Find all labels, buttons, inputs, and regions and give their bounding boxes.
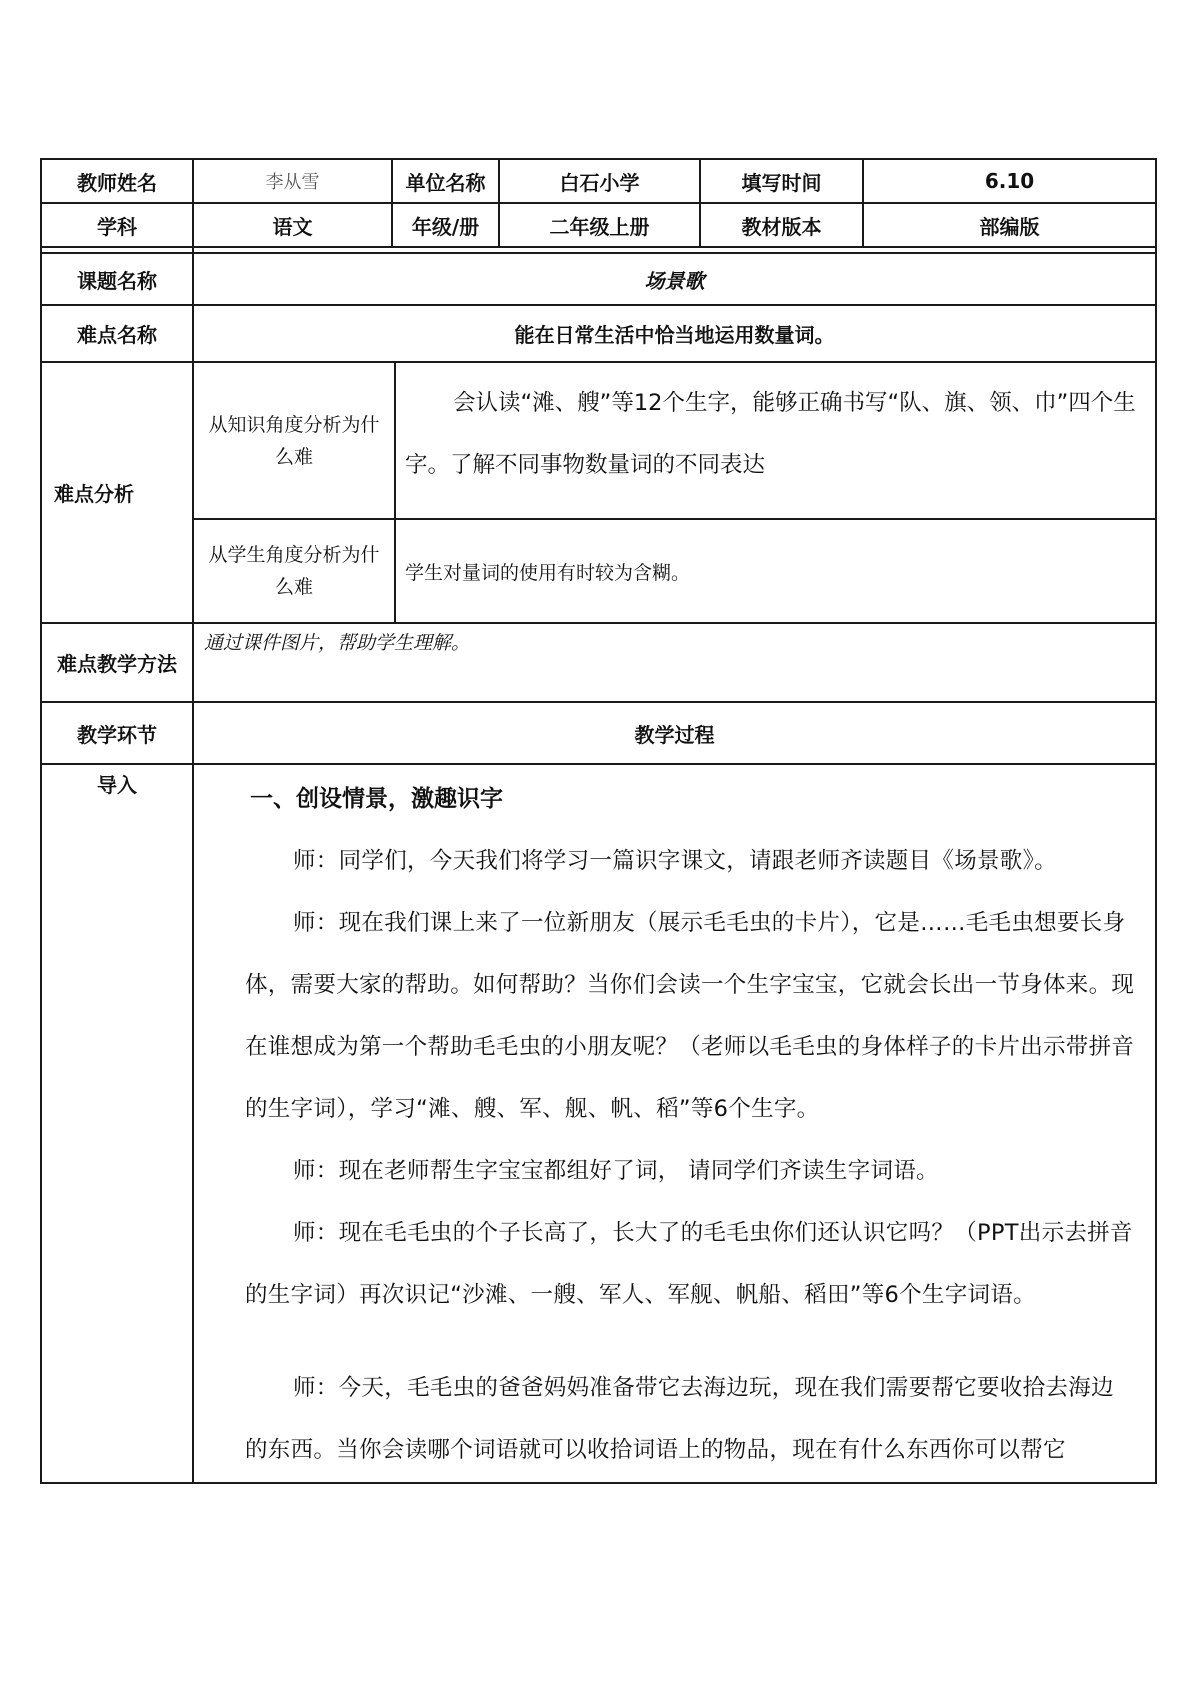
intro-paragraph: 师：同学们，今天我们将学习一篇识字课文，请跟老师齐读题目《场景歌》。 (293, 848, 1057, 874)
fill-date-label: 填写时间 (741, 170, 822, 195)
rule (40, 1482, 1157, 1484)
method-value: 通过课件图片，帮助学生理解。 (204, 632, 471, 654)
grade-value: 二年级上册 (549, 214, 650, 239)
intro-stage-label: 导入 (97, 772, 137, 797)
rule (40, 763, 1157, 765)
difficulty-label: 难点名称 (77, 323, 157, 347)
intro-paragraph: 师：现在毛毛虫的个子长高了，长大了的毛毛虫你们还认识它吗？（PPT出示去拼音的生字词）再次识记“沙滩、一艘、军人、军舰、帆船、稻田”等6个生字词语。 (245, 1220, 1133, 1308)
topic-label: 课题名称 (77, 268, 157, 293)
knowledge-analysis-label: 从知识角度分析为什么难 (208, 413, 380, 468)
stage-header: 教学环节 (77, 722, 157, 747)
subject-label: 学科 (97, 214, 137, 239)
intro-paragraph: 师：现在我们课上来了一位新朋友（展示毛毛虫的卡片），它是……毛毛虫想要长身体，需要大家的帮助。如何帮助？当你们会读一个生字宝宝，它就会长出一节身体来。现在谁想成为第一个帮助毛毛虫的小朋友呢？（老师以毛毛虫的身体样子的卡片出示带拼音的生字词），学习“滩、艘、军、舰、帆、稻”等6个生字。 (245, 910, 1135, 1122)
process-header: 教学过程 (634, 722, 715, 747)
grade-label: 年级/册 (411, 214, 480, 239)
knowledge-analysis-text: 会认读“滩、艘”等12个生字，能够正确书写“队、旗、领、巾”四个生字。了解不同事物数量词的不同表达 (405, 390, 1136, 478)
unit-name-label: 单位名称 (405, 170, 486, 195)
method-label: 难点教学方法 (57, 652, 177, 676)
student-analysis-label: 从学生角度分析为什么难 (208, 544, 380, 598)
unit-name-value: 白石小学 (559, 170, 640, 195)
intro-heading: 一、创设情景，激趣识字 (250, 786, 503, 812)
topic-value: 场景歌 (644, 268, 705, 293)
edition-label: 教材版本 (741, 214, 822, 239)
subject-value: 语文 (272, 214, 313, 239)
rule (40, 622, 1157, 624)
difficulty-value: 能在日常生活中恰当地运用数量词。 (514, 323, 835, 347)
student-analysis-text: 学生对量词的使用有时较为含糊。 (405, 561, 691, 584)
intro-paragraph: 师：今天，毛毛虫的爸爸妈妈准备带它去海边玩，现在我们需要帮它要收拾去海边的东西。当你会读哪个词语就可以收拾词语上的物品，现在有什么东西你可以帮它 (245, 1375, 1114, 1463)
edition-value: 部编版 (979, 214, 1040, 239)
teacher-name-value: 李从雪 (265, 172, 320, 193)
teacher-name-label: 教师姓名 (77, 170, 157, 195)
rule (1155, 158, 1157, 1484)
rule (394, 361, 396, 622)
analysis-label: 难点分析 (54, 482, 134, 506)
intro-paragraph: 师：现在老师帮生字宝宝都组好了词， 请同学们齐读生字词语。 (293, 1158, 939, 1184)
fill-date-value: 6.10 (984, 169, 1035, 193)
rule (40, 246, 1157, 248)
